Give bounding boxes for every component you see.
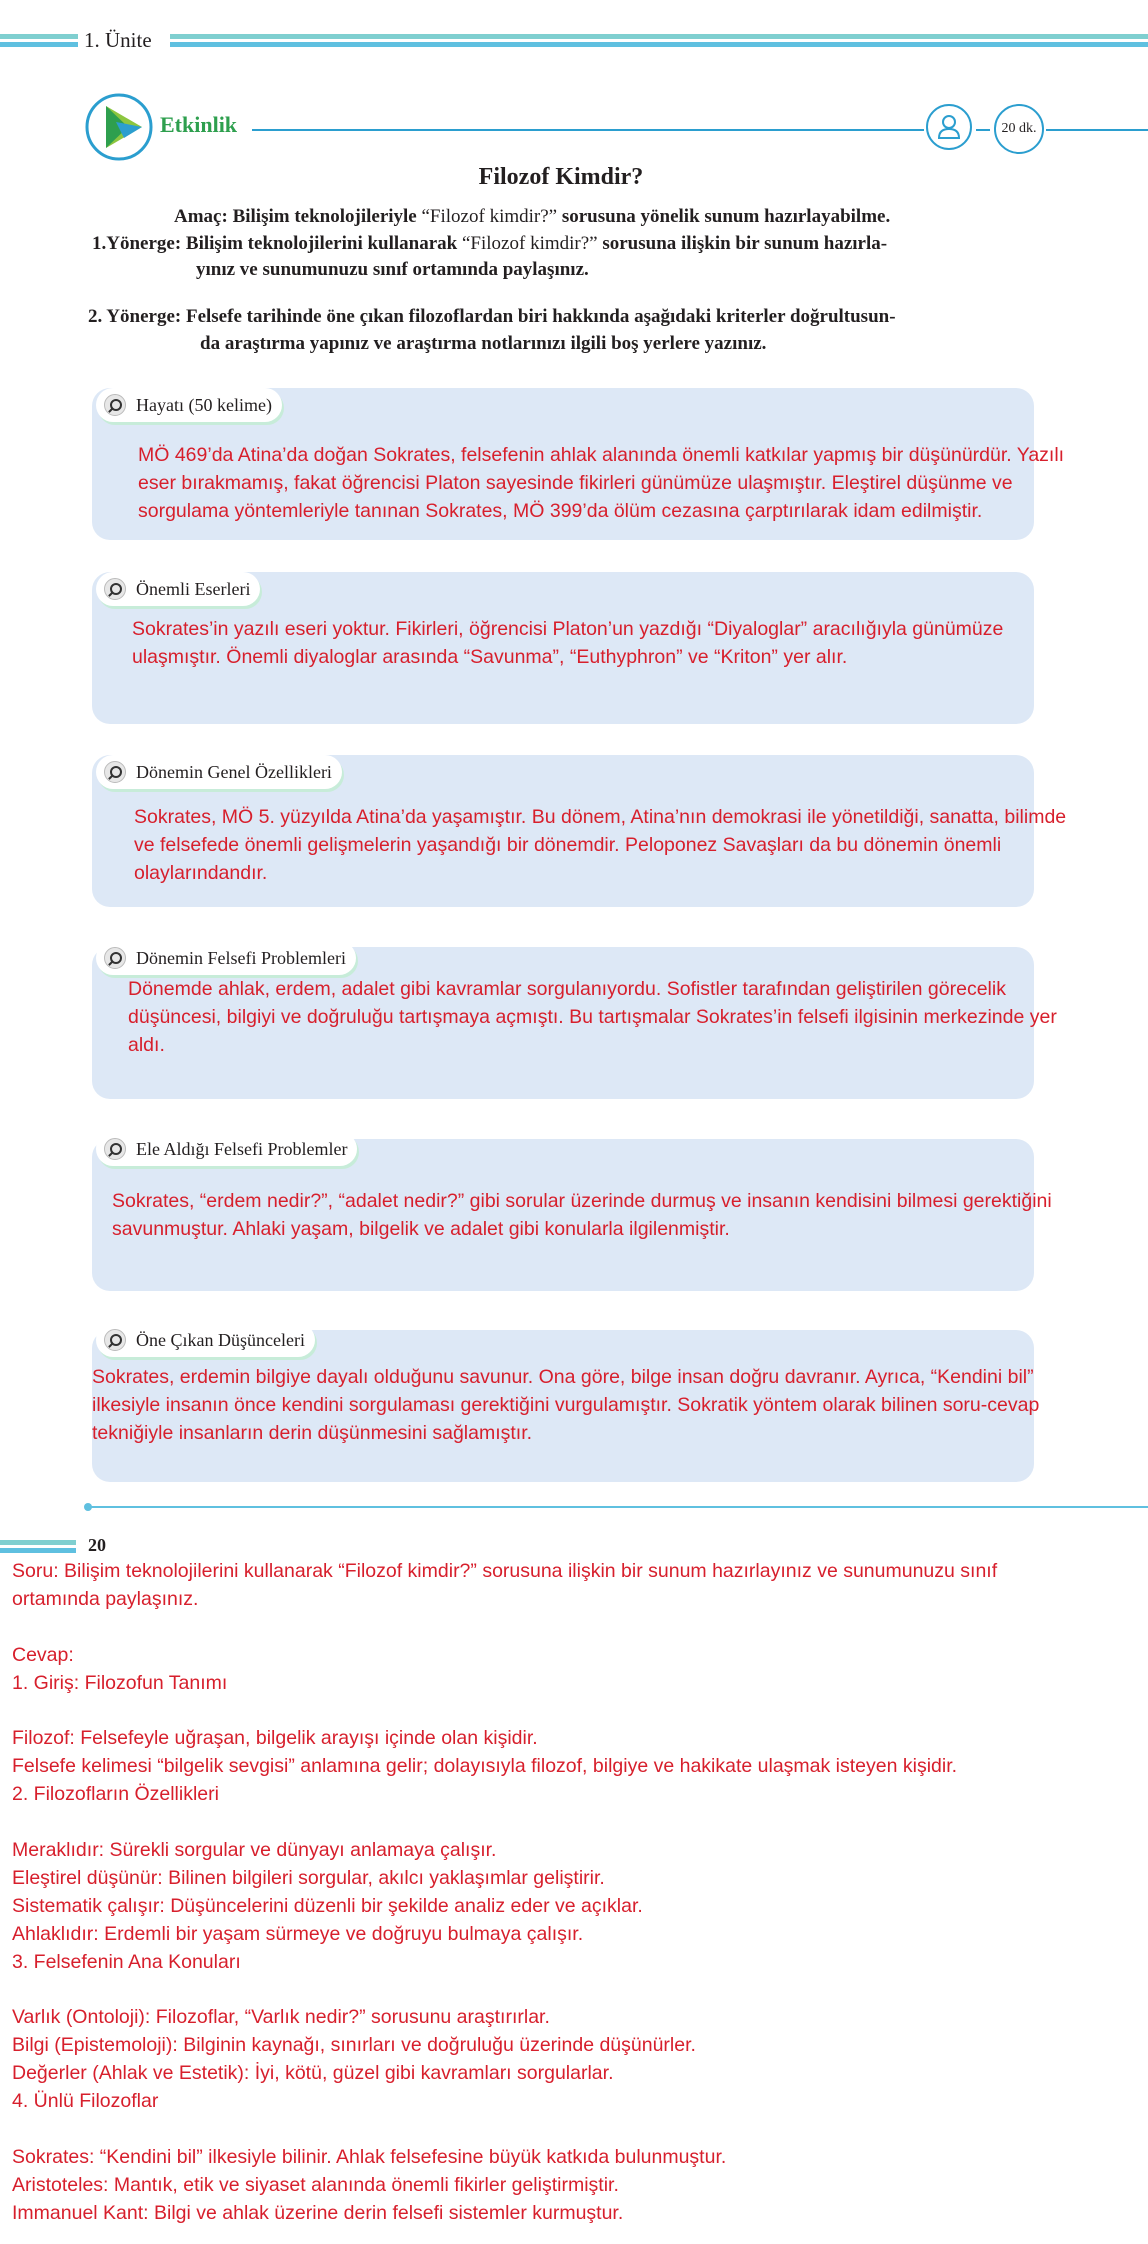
band-line [170,42,1148,47]
card-line: savunmuştur. Ahlaki yaşam, bilgelik ve adalet gibi konularla ilgilenmiştir. [112,1218,730,1240]
card-label: Öne Çıkan Düşünceleri [136,1330,305,1350]
yonerge-2-line-2 [200,330,766,357]
card-line: ve felsefede önemli gelişmelerin yaşandığı bir dönemdir. Peloponez Savaşları da bu dönemin önemli [134,834,1002,856]
card-line: sorgulama yöntemleriyle tanınan Sokrates, MÖ 399’da ölüm cezasına çarptırılarak idam edilmiştir. [138,500,983,522]
answer-line: 2. Filozofların Özellikleri [12,1783,219,1806]
activity-label: Etkinlik [160,112,238,137]
yonerge-1-label: 1.Yönerge: [92,233,182,254]
answer-line: Immanuel Kant: Bilgi ve ahlak üzerine derin felsefi sistemler kurmuştur. [12,2201,624,2224]
yonerge-1-line [92,230,887,257]
card-line: Dönemde ahlak, erdem, adalet gibi kavramlar sorgulanıyordu. Sofistler tarafından geliştirilen görecelik [128,978,1006,1000]
answer-line: Değerler (Ahlak ve Estetik): İyi, kötü, güzel gibi kavramları sorgularlar. [12,2062,614,2085]
unit-label: 1. Ünite [80,28,156,53]
card-line: Sokrates, erdemin bilgiye dayalı olduğunu savunur. Ona göre, bilge insan doğru davranır. Ayrıca, “Kendini bil” [92,1366,1034,1388]
amac-quote: “Filozof kimdir?” [421,206,558,227]
answer-line: Sistematik çalışır: Düşüncelerini düzenli bir şekilde analiz eder ve açıklar. [12,1894,643,1917]
magnifier-icon [104,1329,126,1351]
card-line: MÖ 469’da Atina’da doğan Sokrates, felsefenin ahlak alanında önemli katkılar yapmış bir düşünürdür. Yazılı [138,444,1065,466]
magnifier-icon [104,394,126,416]
answer-line [12,1698,1142,1726]
card-text-hayati [138,441,1064,525]
magnifier-icon [104,947,126,969]
card-tab-donem-problemleri [96,941,356,975]
card-tab-donem-genel [96,755,342,789]
card-text-ele-aldigi [112,1187,1052,1243]
end-rule [88,1506,1148,1508]
card-tab-eserleri [96,572,260,606]
card-line: Sokrates, MÖ 5. yüzyılda Atina’da yaşamıştır. Bu dönem, Atina’nın demokrasi ile yönetildiği, sanatta, bilimde [134,806,1067,828]
amac-text: Bilişim teknolojileriyle [232,206,417,227]
answer-line [12,2116,1142,2144]
header-rule [252,129,924,131]
person-icon [928,106,970,148]
answer-line [12,1977,1142,2005]
duration-badge: 20 dk. [994,104,1044,154]
card-line: eser bırakmamış, fakat öğrencisi Platon sayesinde fikirleri günümüze ulaşmıştır. Eleştirel düşünme ve [138,472,1013,494]
card-line: olaylarındandır. [134,862,268,884]
yonerge-1-quote: “Filozof kimdir?” [462,233,598,254]
card-text-donem-genel [134,803,1066,887]
card-line: Sokrates’in yazılı eseri yoktur. Fikirleri, öğrencisi Platon’un yazdığı “Diyaloglar” aracılığıyla günümüze [132,618,1004,640]
card-label: Dönemin Genel Özellikleri [136,762,332,782]
header-dash [976,129,990,131]
answer-line: Soru: Bilişim teknolojilerini kullanarak “Filozof kimdir?” sorusuna ilişkin bir sunum hazırlayınız ve sunumunuzu sınıf [12,1560,998,1582]
card-line: aldı. [128,1034,165,1056]
answer-line [12,1809,1142,1837]
amac-label: Amaç: [174,206,228,227]
page-title: Filozof Kimdir? [478,164,644,190]
band-line [0,1540,76,1545]
yonerge-2-text: Felsefe tarihinde öne çıkan filozoflardan biri hakkında aşağıdaki kriterler doğrultusun- [185,306,896,327]
answer-line: Ahlaklıdır: Erdemli bir yaşam sürmeye ve doğruyu bulmaya çalışır. [12,1922,584,1945]
card-line: tekniğiyle insanların derin düşünmesini sağlamıştır. [92,1422,533,1444]
card-line: ulaşmıştır. Önemli diyaloglar arasında “Savunma”, “Euthyphron” ve “Kriton” yer alır. [132,646,848,668]
top-header-band [0,34,1148,54]
person-badge [926,104,972,150]
yonerge-2-cont: da araştırma yapınız ve araştırma notlarınızı ilgili boş yerlere yazınız. [200,333,767,354]
card-text-eserleri [132,615,1003,671]
card-line: Sokrates, “erdem nedir?”, “adalet nedir?” gibi sorular üzerinde durmuş ve insanın kendisini bilmesi gerektiğini [112,1190,1052,1212]
band-line [0,1548,76,1553]
card-label: Ele Aldığı Felsefi Problemler [136,1139,348,1159]
amac-text-end: sorusuna yönelik sunum hazırlayabilme. [561,206,891,227]
answer-line: Varlık (Ontoloji): Filozoflar, “Varlık nedir?” sorusunu araştırırlar. [12,2006,550,2029]
answer-line: Bilgi (Epistemoloji): Bilginin kaynağı, sınırları ve doğruluğu üzerinde düşünürler. [12,2034,696,2057]
answer-line: Meraklıdır: Sürekli sorgular ve dünyayı anlamaya çalışır. [12,1839,497,1862]
answer-block [12,1558,1142,2228]
card-tab-one-cikan [96,1323,315,1357]
answer-line: Sokrates: “Kendini bil” ilkesiyle bilinir. Ahlak felsefesine büyük katkıda bulunmuştur. [12,2145,727,2168]
card-label: Hayatı (50 kelime) [136,395,272,415]
yonerge-1-cont: yınız ve sunumunuzu sınıf ortamında paylaşınız. [196,259,589,280]
amac-line [174,203,890,230]
answer-line: ortamında paylaşınız. [12,1587,199,1610]
band-line [0,34,78,39]
magnifier-icon [104,1138,126,1160]
answer-line: 4. Ünlü Filozoflar [12,2090,159,2113]
answer-line: Felsefe kelimesi “bilgelik sevgisi” anlamına gelir; dolayısıyla filozof, bilgiye ve hakikate ulaşmak isteyen kişidir. [12,1755,958,1778]
play-triangle-icon [84,92,154,162]
band-line [170,34,1148,39]
header-rule-right [1046,129,1148,131]
yonerge-2-label: 2. Yönerge: [88,306,182,327]
yonerge-1-line-2 [196,256,589,283]
card-line: ilkesiyle insanın önce kendini sorgulaması gerektiğini vurgulamıştır. Sokratik yöntem olarak bilinen soru-cevap [92,1394,1040,1416]
card-text-donem-problemleri [128,975,1057,1059]
card-label: Önemli Eserleri [136,579,251,599]
card-line: düşüncesi, bilgiyi ve doğruluğu tartışmaya açmıştı. Bu tartışmalar Sokrates’in felsefi ilgisinin merkezinde yer [128,1006,1057,1028]
answer-line: 3. Felsefenin Ana Konuları [12,1950,241,1973]
yonerge-1-text: Bilişim teknolojilerini kullanarak [185,233,458,254]
card-label: Dönemin Felsefi Problemleri [136,948,346,968]
answer-line: 1. Giriş: Filozofun Tanımı [12,1671,228,1694]
answer-line: Aristoteles: Mantık, etik ve siyaset alanında önemli fikirler geliştirmiştir. [12,2173,619,2196]
yonerge-1-text-end: sorusuna ilişkin bir sunum hazırla- [602,233,888,254]
band-line [0,42,78,47]
page-number: 20 [88,1535,106,1555]
answer-line [12,1614,1142,1642]
answer-line: Cevap: [12,1643,74,1666]
answer-line: Filozof: Felsefeyle uğraşan, bilgelik arayışı içinde olan kişidir. [12,1727,538,1750]
card-text-one-cikan [92,1363,1039,1447]
yonerge-2-line [88,303,896,330]
card-tab-ele-aldigi [96,1132,357,1166]
answer-line: Eleştirel düşünür: Bilinen bilgileri sorgular, akılcı yaklaşımlar geliştirir. [12,1866,605,1889]
magnifier-icon [104,578,126,600]
card-tab-hayati [96,388,282,422]
magnifier-icon [104,761,126,783]
